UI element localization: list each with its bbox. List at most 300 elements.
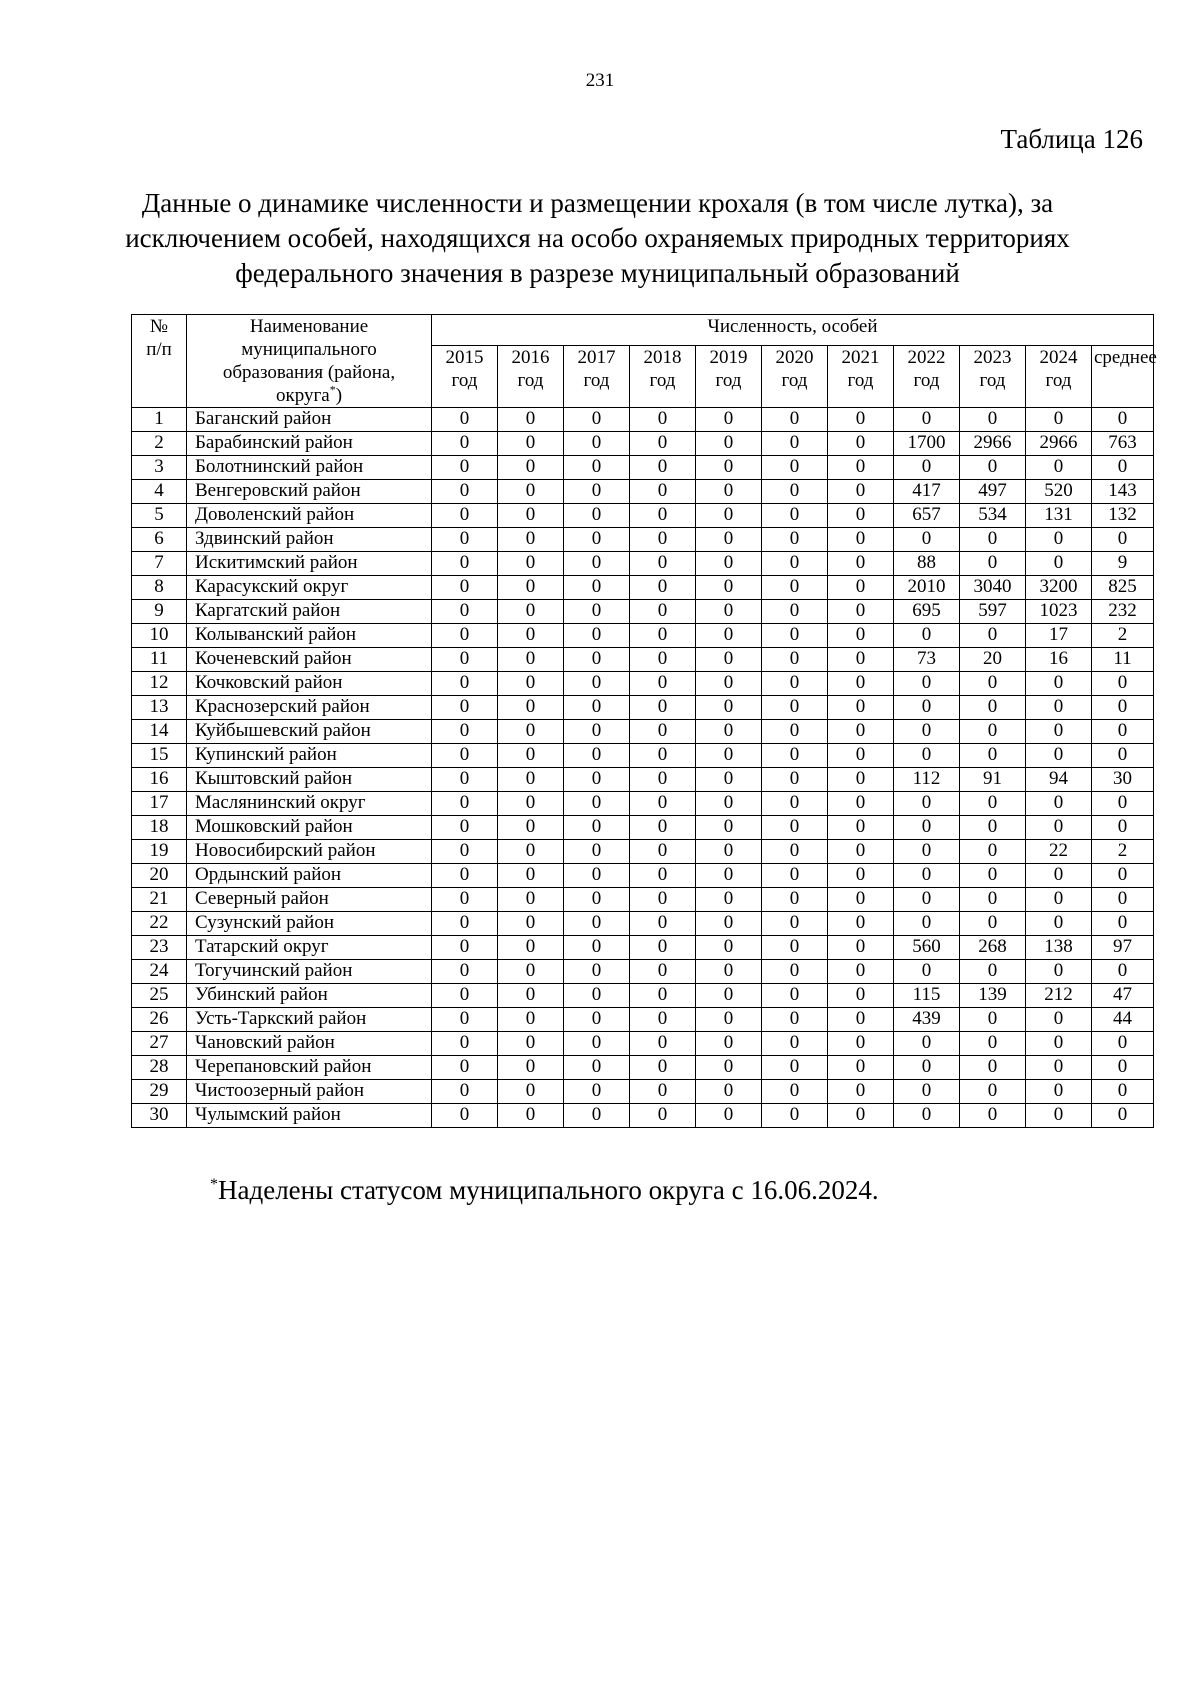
header-number-line: п/п	[146, 339, 172, 360]
year-value: 0	[498, 792, 564, 816]
year-value: 0	[762, 696, 828, 720]
year-value: 112	[894, 768, 960, 792]
year-value: 0	[432, 792, 498, 816]
year-value: 0	[828, 696, 894, 720]
average-value: 11	[1092, 648, 1154, 672]
table-row	[132, 600, 1154, 624]
year-value: 0	[828, 1008, 894, 1032]
year-value: 0	[960, 960, 1026, 984]
year-value: 0	[564, 408, 630, 432]
year-value: 0	[696, 984, 762, 1008]
table-row	[132, 792, 1154, 816]
year-value: 0	[828, 408, 894, 432]
year-value: 0	[960, 720, 1026, 744]
header-year-line: год	[649, 370, 676, 392]
year-value: 0	[432, 576, 498, 600]
year-value: 0	[828, 1032, 894, 1056]
header-year	[498, 346, 564, 408]
table-title	[120, 186, 1075, 291]
year-value: 0	[960, 1080, 1026, 1104]
district-name: Кыштовский район	[187, 768, 432, 792]
average-value: 232	[1092, 600, 1154, 624]
average-value: 2	[1092, 840, 1154, 864]
year-value: 0	[432, 888, 498, 912]
header-year	[696, 346, 762, 408]
footnote-marker: *	[329, 382, 336, 397]
average-value: 0	[1092, 528, 1154, 552]
year-value: 1700	[894, 432, 960, 456]
year-value: 0	[960, 912, 1026, 936]
year-value: 0	[498, 672, 564, 696]
year-value: 0	[894, 792, 960, 816]
header-year-line: год	[913, 370, 940, 392]
table-row	[132, 528, 1154, 552]
title-line: исключением особей, находящихся на особо охраняемых природных территориях	[125, 223, 1070, 253]
header-year-line: 2016	[511, 347, 550, 369]
year-value: 138	[1026, 936, 1092, 960]
year-value: 0	[894, 456, 960, 480]
year-value: 0	[564, 1080, 630, 1104]
year-value: 0	[828, 456, 894, 480]
year-value: 0	[762, 888, 828, 912]
year-value: 0	[828, 768, 894, 792]
year-value: 0	[564, 720, 630, 744]
year-value: 0	[762, 768, 828, 792]
header-year-line: 2021	[841, 347, 880, 369]
year-value: 0	[630, 936, 696, 960]
header-name-line: Наименование	[249, 316, 369, 337]
average-value: 0	[1092, 408, 1154, 432]
year-value: 0	[630, 792, 696, 816]
year-value: 0	[564, 672, 630, 696]
year-value: 0	[960, 816, 1026, 840]
year-value: 657	[894, 504, 960, 528]
year-value: 497	[960, 480, 1026, 504]
year-value: 0	[564, 984, 630, 1008]
year-value: 0	[960, 528, 1026, 552]
year-value: 0	[498, 936, 564, 960]
year-value: 0	[432, 480, 498, 504]
row-number: 6	[132, 528, 187, 552]
year-value: 0	[630, 600, 696, 624]
year-value: 0	[1026, 456, 1092, 480]
year-value: 0	[894, 840, 960, 864]
year-value: 0	[630, 624, 696, 648]
year-value: 0	[828, 864, 894, 888]
year-value: 20	[960, 648, 1026, 672]
year-value: 0	[762, 552, 828, 576]
average-value: 0	[1092, 1080, 1154, 1104]
average-value: 0	[1092, 672, 1154, 696]
table-row	[132, 720, 1154, 744]
row-number: 12	[132, 672, 187, 696]
year-value: 0	[498, 528, 564, 552]
table-row	[132, 576, 1154, 600]
year-value: 0	[498, 648, 564, 672]
year-value: 0	[630, 504, 696, 528]
row-number: 9	[132, 600, 187, 624]
year-value: 0	[762, 744, 828, 768]
year-value: 0	[498, 552, 564, 576]
year-value: 0	[432, 408, 498, 432]
year-value: 0	[696, 552, 762, 576]
header-name-paren: )	[335, 385, 343, 406]
year-value: 0	[432, 528, 498, 552]
year-value: 695	[894, 600, 960, 624]
table-row	[132, 840, 1154, 864]
year-value: 0	[762, 960, 828, 984]
year-value: 0	[696, 1080, 762, 1104]
year-value: 0	[630, 744, 696, 768]
average-value: 0	[1092, 816, 1154, 840]
average-value: 825	[1092, 576, 1154, 600]
year-value: 2966	[960, 432, 1026, 456]
year-value: 0	[696, 888, 762, 912]
row-number: 24	[132, 960, 187, 984]
year-value: 0	[696, 1008, 762, 1032]
year-value: 0	[762, 936, 828, 960]
table-row	[132, 456, 1154, 480]
year-value: 0	[564, 744, 630, 768]
year-value: 0	[828, 1056, 894, 1080]
district-name: Маслянинский округ	[187, 792, 432, 816]
year-value: 0	[960, 864, 1026, 888]
table-row	[132, 552, 1154, 576]
year-value: 0	[894, 1080, 960, 1104]
year-value: 0	[564, 840, 630, 864]
year-value: 0	[432, 456, 498, 480]
district-name: Кочковский район	[187, 672, 432, 696]
header-year	[1026, 346, 1092, 408]
year-value: 0	[498, 864, 564, 888]
year-value: 0	[630, 696, 696, 720]
header-year-line: год	[517, 370, 544, 392]
year-value: 0	[762, 576, 828, 600]
year-value: 0	[762, 648, 828, 672]
header-average: среднее	[1092, 346, 1154, 408]
year-value: 0	[432, 768, 498, 792]
year-value: 0	[762, 1032, 828, 1056]
header-name	[187, 315, 432, 408]
year-value: 0	[630, 720, 696, 744]
year-value: 0	[828, 480, 894, 504]
average-value: 0	[1092, 696, 1154, 720]
year-value: 0	[894, 744, 960, 768]
year-value: 0	[1026, 672, 1092, 696]
year-value: 0	[1026, 888, 1092, 912]
year-value: 17	[1026, 624, 1092, 648]
header-year-line: 2017	[577, 347, 616, 369]
district-name: Усть-Таркский район	[187, 1008, 432, 1032]
year-value: 94	[1026, 768, 1092, 792]
year-value: 0	[630, 960, 696, 984]
year-value: 0	[696, 768, 762, 792]
year-value: 0	[630, 816, 696, 840]
year-value: 0	[828, 432, 894, 456]
year-value: 597	[960, 600, 1026, 624]
year-value: 0	[432, 1008, 498, 1032]
year-value: 88	[894, 552, 960, 576]
district-name: Коченевский район	[187, 648, 432, 672]
year-value: 0	[498, 696, 564, 720]
year-value: 2966	[1026, 432, 1092, 456]
year-value: 0	[564, 600, 630, 624]
year-value: 0	[696, 696, 762, 720]
district-name: Здвинский район	[187, 528, 432, 552]
year-value: 0	[762, 1008, 828, 1032]
average-value: 143	[1092, 480, 1154, 504]
year-value: 0	[960, 1056, 1026, 1080]
year-value: 0	[828, 600, 894, 624]
header-year-line: 2023	[973, 347, 1012, 369]
year-value: 0	[564, 648, 630, 672]
district-name: Купинский район	[187, 744, 432, 768]
year-value: 3200	[1026, 576, 1092, 600]
year-value: 0	[960, 888, 1026, 912]
year-value: 0	[630, 1104, 696, 1128]
row-number: 3	[132, 456, 187, 480]
year-value: 0	[564, 432, 630, 456]
header-year-line: год	[979, 370, 1006, 392]
row-number: 8	[132, 576, 187, 600]
year-value: 0	[696, 624, 762, 648]
row-number: 26	[132, 1008, 187, 1032]
table-row	[132, 648, 1154, 672]
year-value: 0	[960, 1032, 1026, 1056]
average-value: 0	[1092, 456, 1154, 480]
year-value: 0	[828, 624, 894, 648]
average-value: 9	[1092, 552, 1154, 576]
average-value: 0	[1092, 744, 1154, 768]
year-value: 0	[630, 456, 696, 480]
year-value: 0	[894, 864, 960, 888]
average-value: 0	[1092, 1104, 1154, 1128]
row-number: 13	[132, 696, 187, 720]
district-name: Колыванский район	[187, 624, 432, 648]
year-value: 0	[960, 552, 1026, 576]
table-row	[132, 816, 1154, 840]
district-name: Баганский район	[187, 408, 432, 432]
district-name: Краснозерский район	[187, 696, 432, 720]
year-value: 0	[498, 960, 564, 984]
year-value: 0	[432, 912, 498, 936]
year-value: 0	[630, 888, 696, 912]
year-value: 0	[894, 960, 960, 984]
year-value: 0	[960, 1104, 1026, 1128]
header-name-word: округа	[275, 385, 330, 406]
header-year-line: год	[451, 370, 478, 392]
average-value: 30	[1092, 768, 1154, 792]
year-value: 0	[498, 504, 564, 528]
year-value: 0	[696, 1104, 762, 1128]
year-value: 0	[432, 840, 498, 864]
year-value: 115	[894, 984, 960, 1008]
average-value: 0	[1092, 792, 1154, 816]
header-year-line: год	[583, 370, 610, 392]
district-name: Куйбышевский район	[187, 720, 432, 744]
year-value: 0	[828, 792, 894, 816]
year-value: 0	[630, 648, 696, 672]
header-group: Численность, особей	[432, 315, 1154, 346]
year-value: 0	[762, 432, 828, 456]
header-year	[894, 346, 960, 408]
year-value: 0	[696, 432, 762, 456]
year-value: 0	[1026, 528, 1092, 552]
year-value: 0	[762, 528, 828, 552]
table-row	[132, 744, 1154, 768]
district-name: Сузунский район	[187, 912, 432, 936]
district-name: Новосибирский район	[187, 840, 432, 864]
year-value: 0	[960, 456, 1026, 480]
header-year	[630, 346, 696, 408]
year-value: 0	[762, 792, 828, 816]
year-value: 0	[894, 1104, 960, 1128]
year-value: 0	[498, 888, 564, 912]
table-row	[132, 984, 1154, 1008]
year-value: 417	[894, 480, 960, 504]
year-value: 0	[564, 1032, 630, 1056]
year-value: 0	[498, 768, 564, 792]
year-value: 0	[828, 720, 894, 744]
year-value: 0	[498, 1032, 564, 1056]
row-number: 23	[132, 936, 187, 960]
average-value: 0	[1092, 864, 1154, 888]
average-value: 97	[1092, 936, 1154, 960]
year-value: 0	[630, 1032, 696, 1056]
year-value: 0	[894, 912, 960, 936]
year-value: 0	[1026, 792, 1092, 816]
row-number: 25	[132, 984, 187, 1008]
table-row	[132, 1104, 1154, 1128]
year-value: 0	[696, 504, 762, 528]
district-name: Чистоозерный район	[187, 1080, 432, 1104]
year-value: 0	[894, 1056, 960, 1080]
year-value: 0	[564, 552, 630, 576]
year-value: 0	[630, 408, 696, 432]
year-value: 0	[498, 576, 564, 600]
year-value: 0	[894, 888, 960, 912]
year-value: 0	[498, 984, 564, 1008]
year-value: 0	[432, 936, 498, 960]
year-value: 0	[894, 672, 960, 696]
year-value: 0	[564, 960, 630, 984]
year-value: 73	[894, 648, 960, 672]
year-value: 16	[1026, 648, 1092, 672]
year-value: 0	[696, 864, 762, 888]
header-year	[762, 346, 828, 408]
year-value: 0	[432, 600, 498, 624]
average-value: 763	[1092, 432, 1154, 456]
year-value: 0	[498, 1056, 564, 1080]
row-number: 15	[132, 744, 187, 768]
year-value: 534	[960, 504, 1026, 528]
year-value: 0	[432, 1104, 498, 1128]
header-name-line: муниципального	[241, 339, 377, 360]
year-value: 22	[1026, 840, 1092, 864]
title-line: Данные о динамике численности и размещении крохаля (в том числе лутка), за	[141, 188, 1054, 218]
header-year-line: 2018	[643, 347, 682, 369]
year-value: 0	[696, 408, 762, 432]
year-value: 0	[630, 912, 696, 936]
year-value: 0	[432, 672, 498, 696]
district-name: Венгеровский район	[187, 480, 432, 504]
year-value: 0	[432, 1056, 498, 1080]
year-value: 0	[1026, 1056, 1092, 1080]
header-number-line: №	[149, 316, 169, 337]
row-number: 30	[132, 1104, 187, 1128]
year-value: 0	[1026, 1008, 1092, 1032]
table-row	[132, 1008, 1154, 1032]
year-value: 0	[630, 672, 696, 696]
year-value: 0	[960, 744, 1026, 768]
header-year-line: 2019	[709, 347, 748, 369]
table-row	[132, 888, 1154, 912]
year-value: 0	[960, 408, 1026, 432]
header-year-line: год	[781, 370, 808, 392]
year-value: 0	[498, 432, 564, 456]
table-row	[132, 672, 1154, 696]
average-value: 2	[1092, 624, 1154, 648]
year-value: 0	[1026, 408, 1092, 432]
district-name: Чановский район	[187, 1032, 432, 1056]
header-year-line: год	[715, 370, 742, 392]
year-value: 0	[762, 816, 828, 840]
row-number: 11	[132, 648, 187, 672]
district-name: Убинский район	[187, 984, 432, 1008]
year-value: 0	[498, 480, 564, 504]
year-value: 212	[1026, 984, 1092, 1008]
average-value: 0	[1092, 1056, 1154, 1080]
year-value: 0	[498, 456, 564, 480]
page-number: 231	[585, 70, 615, 91]
year-value: 131	[1026, 504, 1092, 528]
year-value: 0	[696, 744, 762, 768]
header-name-line: образования (района,	[222, 362, 396, 383]
district-name: Барабинский район	[187, 432, 432, 456]
year-value: 0	[498, 912, 564, 936]
year-value: 0	[894, 624, 960, 648]
year-value: 0	[498, 840, 564, 864]
year-value: 0	[828, 1104, 894, 1128]
year-value: 0	[762, 720, 828, 744]
year-value: 0	[828, 672, 894, 696]
year-value: 0	[432, 720, 498, 744]
year-value: 0	[828, 1080, 894, 1104]
table-row	[132, 480, 1154, 504]
district-name: Карасукский округ	[187, 576, 432, 600]
average-value: 0	[1092, 888, 1154, 912]
year-value: 0	[1026, 816, 1092, 840]
year-value: 0	[762, 984, 828, 1008]
header-year-line: год	[847, 370, 874, 392]
title-line: федерального значения в разрезе муниципальный образований	[235, 258, 960, 288]
district-name: Северный район	[187, 888, 432, 912]
year-value: 0	[1026, 912, 1092, 936]
year-value: 0	[564, 768, 630, 792]
header-year	[828, 346, 894, 408]
row-number: 2	[132, 432, 187, 456]
year-value: 0	[960, 840, 1026, 864]
year-value: 0	[1026, 744, 1092, 768]
year-value: 0	[630, 1056, 696, 1080]
year-value: 0	[564, 576, 630, 600]
table-row	[132, 1056, 1154, 1080]
table-row	[132, 504, 1154, 528]
year-value: 0	[498, 600, 564, 624]
year-value: 0	[828, 816, 894, 840]
year-value: 0	[564, 1008, 630, 1032]
district-name: Ордынский район	[187, 864, 432, 888]
